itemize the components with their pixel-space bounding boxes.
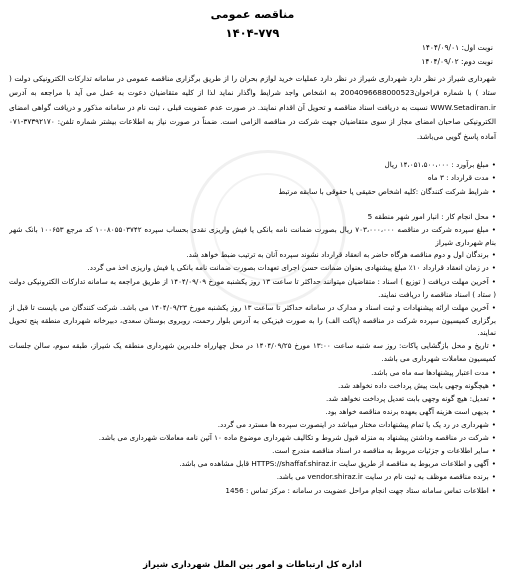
bullet-icon: • — [491, 368, 496, 377]
bullet-icon: • — [491, 160, 496, 169]
condition-text: هیچگونه وجهی بابت پیش پرداخت داده نخواهد شد. — [338, 381, 489, 390]
condition-text: آخرین مهلت ارائه پیشنهادات و ثبت اسناد و مدارک در سامانه حداکثر تا ساعت ۱۳ روز یکشنبه مورخ ۱۴۰۴/۰۹/۲۳ می باشد. شرکت کنندگان می بایست تا قبل از برگزاری کمیسیون سپرده شرکت در مناقصه (پاکت الف) را به صورت فیزیکی به آدرس بلوار رحمت، روبروی بوستان سعدی، دبیرخانه شهرداری منطقه پنج تحویل نمایند. — [9, 303, 496, 337]
bullet-icon: • — [491, 225, 496, 234]
condition-text: برنده مناقصه موظف به ثبت نام در سایت vendor.shiraz.ir می باشد. — [276, 472, 489, 481]
condition-text: شهرداری در رد یک یا تمام پیشنهادات مختار میباشد در اینصورت سپرده ها مسترد می گردد. — [217, 420, 489, 429]
condition-text: در زمان انعقاد قرارداد ۱۰٪ مبلغ پیشنهادی بعنوان ضمانت حسن اجرای تعهدات بصورت ضمانت نامه بانکی یا فیش واریزی اخذ می گردد. — [87, 263, 489, 272]
first-turn-date: نوبت اول: ۱۴۰۴/۰۹/۰۱ — [421, 43, 493, 52]
bullet-icon: • — [491, 459, 496, 468]
condition-text: برندگان اول و دوم مناقصه هرگاه حاضر به انعقاد قرارداد نشوند سپرده آنان به ترتیب ضبط خواهد شد. — [186, 250, 489, 259]
bullet-icon: • — [491, 420, 496, 429]
condition-item — [9, 302, 496, 340]
condition-item — [9, 249, 496, 262]
condition-item — [9, 172, 496, 185]
condition-item — [9, 458, 496, 471]
condition-item — [9, 380, 496, 393]
condition-text: مبلغ برآورد : ۱۴،۰۵۱،۵۰۰،۰۰۰ ریال — [384, 160, 489, 169]
bullet-icon: • — [491, 472, 496, 481]
notice-code: ۱۴۰۴-۷۷۹ — [225, 26, 280, 40]
bullet-icon: • — [491, 212, 496, 221]
issuer-signature: اداره کل ارتباطات و امور بین الملل شهرداری شیراز — [143, 560, 362, 570]
condition-item — [9, 367, 496, 380]
condition-text: آگهی و اطلاعات مربوط به مناقصه از طریق سایت HTTPS://shaffaf.shiraz.ir قابل مشاهده می باشد. — [179, 459, 489, 468]
condition-item — [9, 471, 496, 484]
condition-item — [9, 419, 496, 432]
condition-text: اطلاعات تماس سامانه ستاد جهت انجام مراحل عضویت در سامانه : مرکز تماس : 1456 — [225, 486, 489, 495]
condition-item — [9, 276, 496, 301]
bullet-icon: • — [491, 433, 496, 442]
condition-text: مبلغ سپرده شرکت در مناقصه ۷۰۳،۰۰۰،۰۰۰ ریال بصورت ضمانت نامه بانکی یا فیش واریزی نقدی بحساب سپرده ۱۰۰۸۰۵۵۰۳۷۴۲ کد مرجع ۱۰۰۶۵۳ بانک شهر بنام شهرداری شیراز — [9, 225, 496, 247]
bullet-icon: • — [491, 277, 496, 286]
condition-item — [9, 485, 496, 498]
condition-text: شرکت در مناقصه وداشتن پیشنهاد به منزله قبول شروط و تکالیف شهرداری موضوع ماده ۱۰ آئین نامه معاملات شهرداری می باشد. — [98, 433, 489, 442]
condition-item — [9, 445, 496, 458]
bullet-icon: • — [491, 407, 496, 416]
condition-item — [9, 224, 496, 249]
condition-text: شرایط شرکت کنندگان :کلیه اشخاص حقیقی یا حقوقی با سابقه مرتبط — [278, 187, 489, 196]
condition-text: سایر اطلاعات و جزئیات مربوط به مناقصه در اسناد مناقصه مندرج است. — [272, 446, 489, 455]
bullet-icon: • — [491, 303, 496, 312]
condition-text: مدت قرارداد : ۳ ماه — [427, 173, 489, 182]
condition-item — [9, 393, 496, 406]
condition-item — [9, 340, 496, 365]
condition-text: محل انجام کار : انبار امور شهر منطقه 5 — [367, 212, 489, 221]
condition-item — [9, 186, 496, 199]
bullet-icon: • — [491, 173, 496, 182]
condition-item — [9, 262, 496, 275]
bullet-icon: • — [491, 187, 496, 196]
notice-title: مناقصه عمومی — [210, 8, 295, 21]
bullet-icon: • — [491, 341, 496, 350]
bullet-icon: • — [491, 263, 496, 272]
bullet-icon: • — [491, 381, 496, 390]
bullet-icon: • — [491, 394, 496, 403]
condition-text: تاریخ و محل بازگشایی پاکات: روز سه شنبه ساعت ۱۳:۰۰ مورخ ۱۴۰۴/۰۹/۲۵ در محل چهارراه خلدبرین شهرداری منطقه یک شیراز، طبقه سوم، سالن جلسات کمیسیون معاملات شهرداری می باشد. — [9, 341, 496, 363]
condition-text: بدیهی است هزینه آگهی بعهده برنده مناقصه خواهد بود. — [325, 407, 489, 416]
condition-text: آخرین مهلت دریافت ( توزیع ) اسناد : متقاضیان میتوانند حداکثر تا ساعت ۱۳ روز یکشنبه مورخ ۱۴۰۴/۰۹/۰۹ از طریق مراجعه به سامانه تدارکات الکترونیکی دولت ( ستاد ) اسناد مناقصه را دریافت نمایند. — [9, 277, 496, 299]
bullet-icon: • — [491, 486, 496, 495]
condition-text: تعدیل: هیچ گونه وجهی بابت تعدیل پرداخت نخواهد شد. — [325, 394, 489, 403]
condition-item — [9, 211, 496, 224]
condition-item — [9, 432, 496, 445]
second-turn-date: نوبت دوم: ۱۴۰۴/۰۹/۰۲ — [421, 57, 493, 66]
condition-text: مدت اعتبار پیشنهادها سه ماه می باشد. — [371, 368, 489, 377]
bullet-icon: • — [491, 250, 496, 259]
condition-item — [9, 159, 496, 172]
bullet-icon: • — [491, 446, 496, 455]
condition-item — [9, 406, 496, 419]
intro-paragraph: شهرداری شیراز در نظر دارد شهرداری شیراز در نظر دارد عملیات خرید لوازم بحران را از طریق برگزاری مناقصه عمومی در سامانه تدارکات الکترونیکی دولت ( ستاد ) با شماره فراخوان2004096688000523 به اشخاص واجد شرایط واگذار نماید لذا از کلیه متقاضیان دعوت به عمل می آید با مراجعه به آدرس WWW.Setadiran.ir نسبت به دریافت اسناد مناقصه و تحویل آن اقدام نمایند. در صورت عدم عضویت قبلی ، ثبت نام در سامانه مذکور و دریافت گواهی امضای الکترونیکی صاحبان امضای مجاز از سوی متقاضیان جهت شرکت در مناقصه الزامی است. ضمناً در صورت نیاز به اطلاعات بیشتر شماره تلفن: ۳۷۳۹۲۱۷۰-۰۷۱ آماده پاسخ گویی می‌باشد. — [9, 74, 497, 141]
